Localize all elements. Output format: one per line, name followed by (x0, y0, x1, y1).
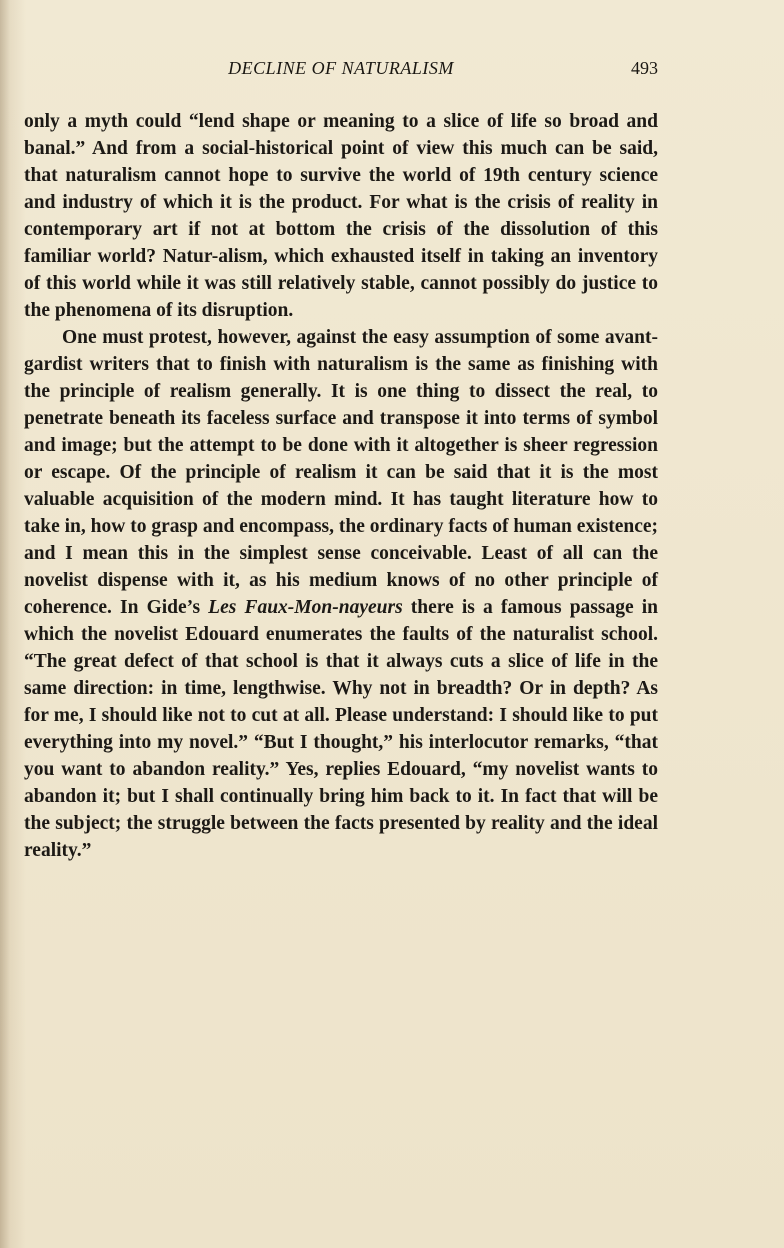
paragraph-2-part-2: there is a famous passage in which the novelist Edouard enumerates the faults of the naturalist school. “The great defect of that school is that it always cuts a slice of life in the same direction: in time, lengthwise. Why not in breadth? Or in depth? As for me, I should like not to cut at all. Please understand: I should like to put everything into my novel.” “But I thought,” his interlocutor remarks, “that you want to abandon reality.” Yes, replies Edouard, “my novelist wants to abandon it; but I shall continually bring him back to it. In fact that will be the subject; the struggle between the facts presented by reality and the ideal reality.” (24, 597, 659, 861)
paragraph-2-part-1: One must protest, however, against the easy assumption of some avant-gardist writers that to finish with naturalism is the same as finishing with the principle of realism generally. It is one thing to dissect the real, to penetrate beneath its faceless surface and transpose it into terms of symbol and image; but the attempt to be done with it altogether is sheer regression or escape. Of the principle of realism it can be said that it is the most valuable acquisition of the modern mind. It has taught literature how to take in, how to grasp and encompass, the ordinary facts of human existence; and I mean this in the simplest sense conceivable. Least of all can the novelist dispense with it, as his medium knows of no other principle of coherence. In Gide’s (24, 327, 658, 618)
book-title: Les Faux-Mon-nayeurs (208, 597, 403, 618)
running-head: DECLINE OF NATURALISM (228, 58, 454, 78)
page-number: 493 (631, 58, 658, 78)
paragraph-2 (24, 324, 658, 864)
page-header (24, 58, 658, 88)
paragraph-1: only a myth could “lend shape or meaning to a slice of life so broad and banal.” And from a social-historical point of view this much can be said, that naturalism cannot hope to survive the world of 19th century science and industry of which it is the product. For what is the crisis of reality in contemporary art if not at bottom the crisis of the dissolution of this familiar world? Natur-alism, which exhausted itself in taking an inventory of this world while it was still relatively stable, cannot possibly do justice to the phenomena of its disruption. (24, 111, 658, 321)
body-text (24, 108, 658, 864)
